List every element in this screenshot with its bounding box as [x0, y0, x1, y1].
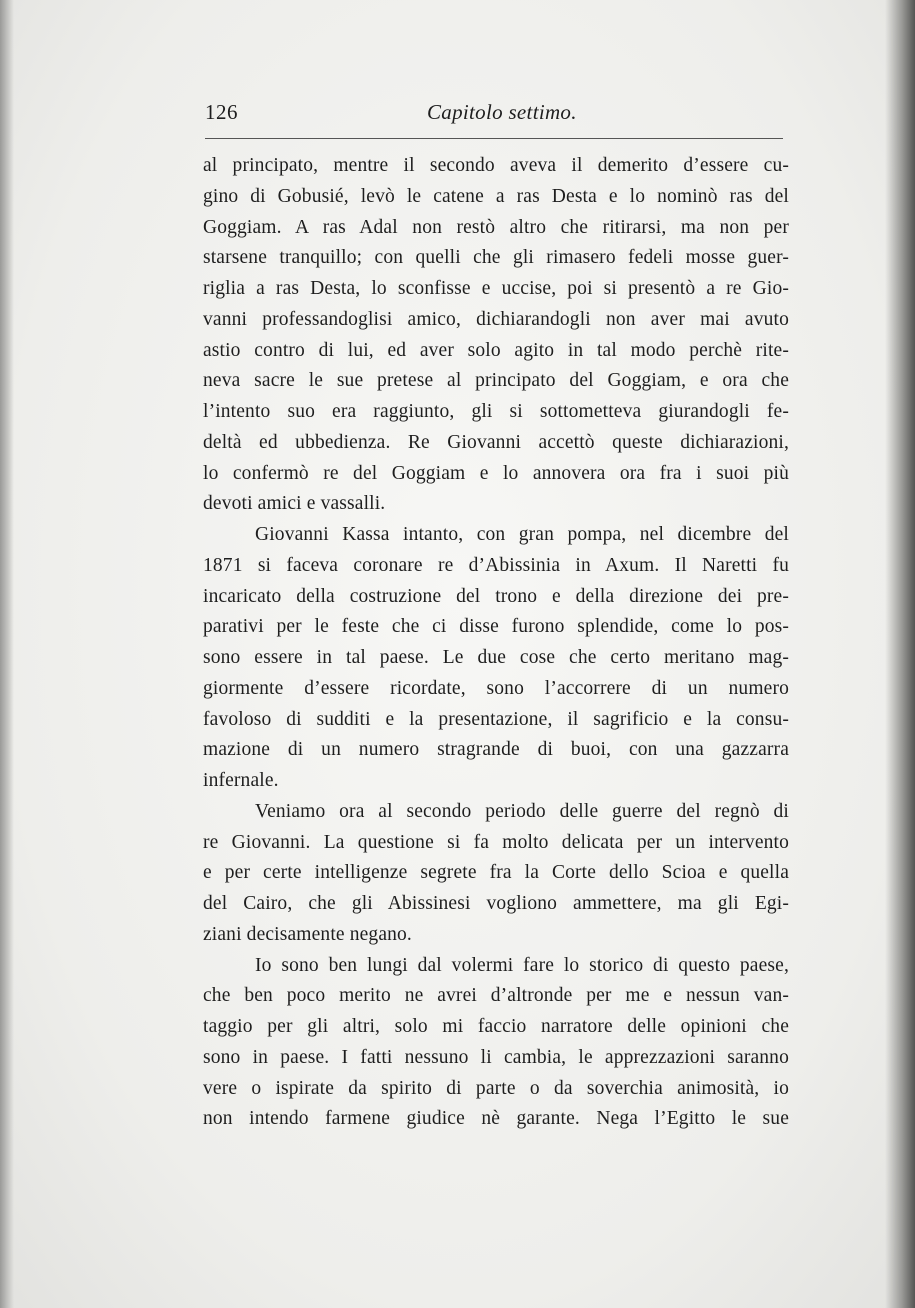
text-line: sono essere in tal paese. Le due cose che certo meritano mag-: [203, 647, 789, 668]
text-line: neva sacre le sue pretese al principato del Goggiam, e ora che: [203, 370, 789, 392]
text-line: l’intento suo era raggiunto, gli si sottometteva giurandogli fe-: [203, 401, 789, 422]
text-line: al principato, mentre il secondo aveva il demerito d’essere cu-: [203, 155, 789, 176]
text-line: Io sono ben lungi dal volermi fare lo storico di questo paese,: [255, 954, 789, 976]
text-line: deltà ed ubbedienza. Re Giovanni accettò queste dichiarazioni,: [203, 431, 789, 453]
text-line: Veniamo ora al secondo periodo delle guerre del regnò di: [255, 800, 789, 822]
text-line: favoloso di sudditi e la presentazione, il sagrificio e la consu-: [203, 708, 789, 730]
text-line: starsene tranquillo; con quelli che gli rimasero fedeli mosse guer-: [203, 247, 789, 269]
body-text: [203, 151, 789, 1135]
header-rule: [205, 138, 783, 139]
page-header: [205, 100, 785, 130]
text-line: lo confermò re del Goggiam e lo annovera ora fra i suoi più: [203, 462, 789, 484]
text-line: vanni professandoglisi amico, dichiarandogli non aver mai avuto: [203, 308, 789, 330]
text-line: taggio per gli altri, solo mi faccio narratore delle opinioni che: [203, 1016, 789, 1037]
text-line: del Cairo, che gli Abissinesi vogliono ammettere, ma gli Egi-: [203, 893, 789, 914]
page-right-edge-shadow: [885, 0, 915, 1308]
text-line: riglia a ras Desta, lo sconfisse e uccise, poi si presentò a re Gio-: [203, 278, 789, 299]
text-line: che ben poco merito ne avrei d’altronde per me e nessun van-: [203, 985, 789, 1007]
text-line: gino di Gobusié, levò le catene a ras Desta e lo nominò ras del: [203, 185, 789, 207]
text-line: Giovanni Kassa intanto, con gran pompa, nel dicembre del: [255, 524, 789, 545]
text-line: sono in paese. I fatti nessuno li cambia, le apprezzazioni saranno: [203, 1046, 789, 1068]
text-line: non intendo farmene giudice nè garante. Nega l’Egitto le sue: [203, 1108, 789, 1130]
text-line: astio contro di lui, ed aver solo agito in tal modo perchè rite-: [203, 339, 789, 361]
running-title: Capitolo settimo.: [427, 100, 577, 124]
text-line: vere o ispirate da spirito di parte o da soverchia animosità, io: [203, 1077, 789, 1099]
text-line: giormente d’essere ricordate, sono l’accorrere di un numero: [203, 677, 789, 699]
text-line: parativi per le feste che ci disse furono splendide, come lo pos-: [203, 616, 789, 638]
page-number: 126: [205, 100, 238, 124]
text-line: incaricato della costruzione del trono e della direzione dei pre-: [203, 585, 789, 607]
text-line: devoti amici e vassalli.: [203, 493, 386, 515]
text-line: mazione di un numero stragrande di buoi, con una gazzarra: [203, 739, 789, 761]
text-line: Goggiam. A ras Adal non restò altro che ritirarsi, ma non per: [203, 216, 789, 238]
text-line: infernale.: [203, 770, 279, 791]
text-line: e per certe intelligenze segrete fra la Corte dello Scioa e quella: [203, 862, 789, 884]
page-left-edge-shadow: [0, 0, 14, 1308]
text-line: re Giovanni. La questione si fa molto delicata per un intervento: [203, 831, 789, 853]
text-line: 1871 si faceva coronare re d’Abissinia in Axum. Il Naretti fu: [203, 554, 789, 576]
text-line: ziani decisamente negano.: [203, 923, 412, 945]
